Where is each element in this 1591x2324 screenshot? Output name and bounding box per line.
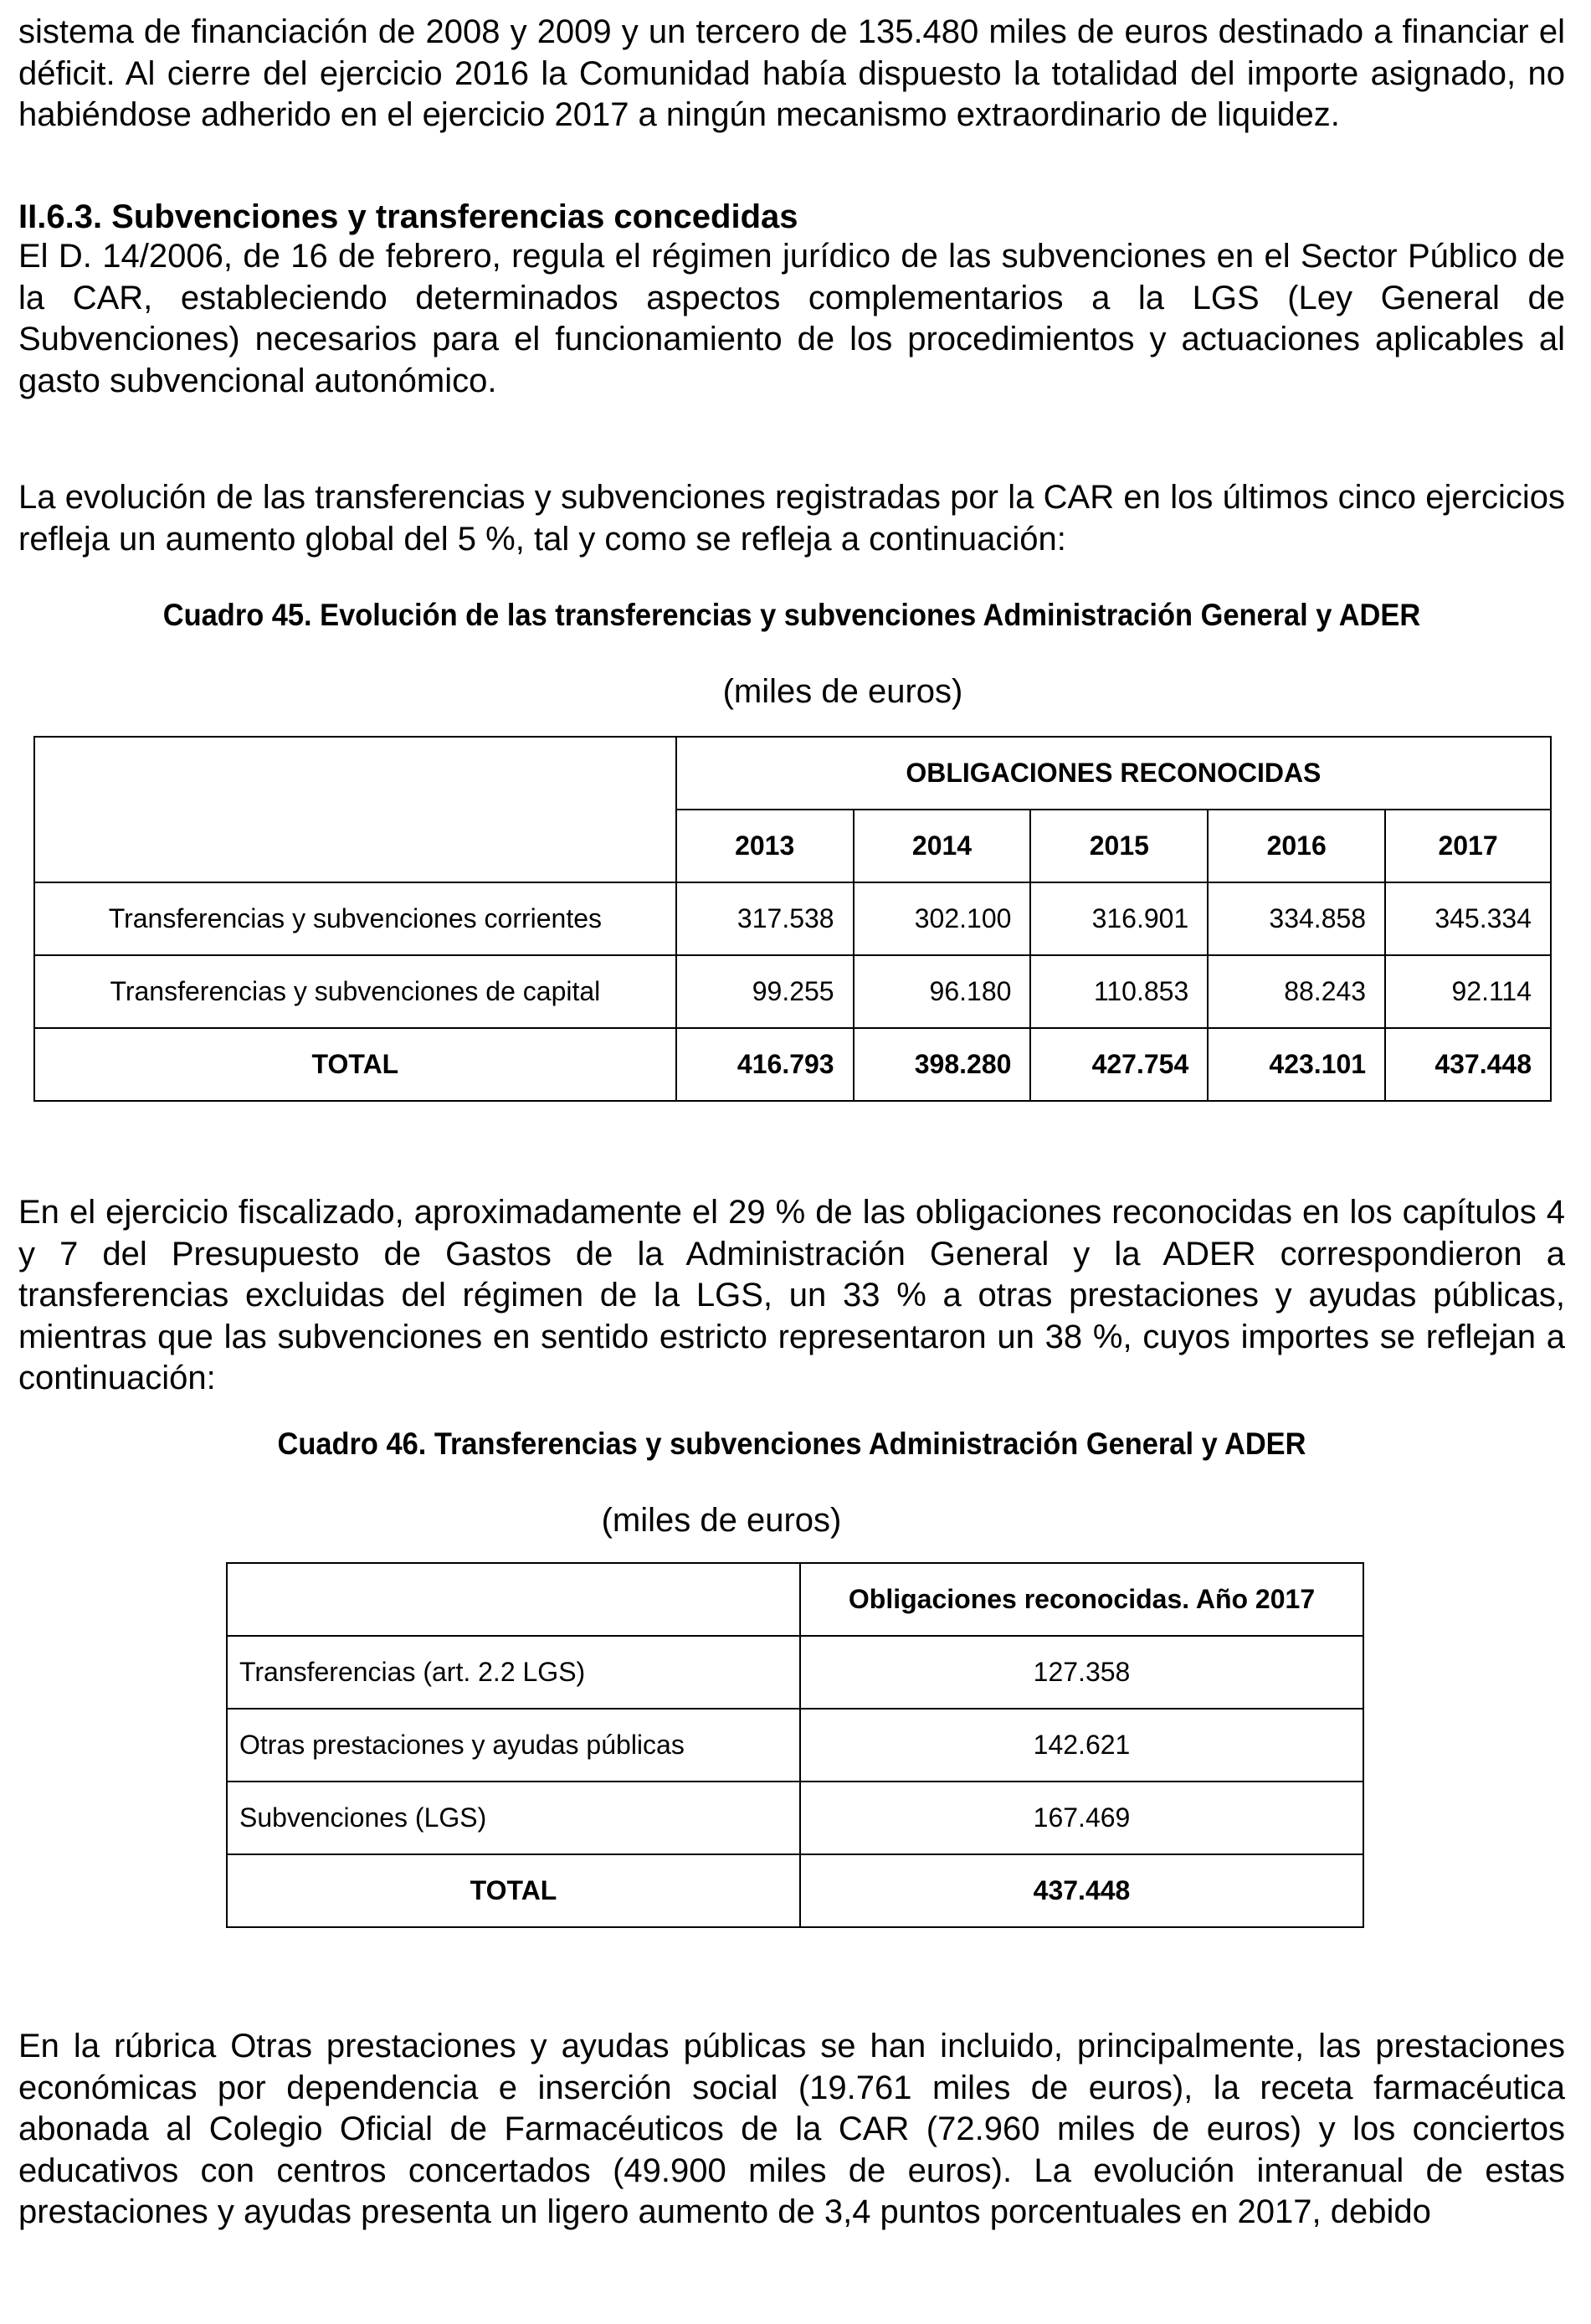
table46-header: Obligaciones reconocidas. Año 2017 xyxy=(800,1563,1363,1636)
table46-caption: Cuadro 46. Transferencias y subvenciones Administración General y ADER xyxy=(277,1427,1306,1461)
paragraph-percentages: En el ejercicio fiscalizado, aproximadamente el 29 % de las obligaciones reconocidas en los capítulos 4 y 7 del Presupuesto de Gastos de la Administración General y la ADER correspondieron a transferencias excluidas del régimen de la LGS, un 33 % a otras prestaciones y ayudas públicas, mientras que las subvenciones en sentido estricto representaron un 38 %, cuyos importes se reflejan a continuación: xyxy=(18,1194,1565,1396)
table-row-total xyxy=(34,1028,1551,1101)
cell-value: 427.754 xyxy=(1030,1028,1208,1101)
cell-value: 96.180 xyxy=(854,955,1031,1028)
cell-value: 88.243 xyxy=(1208,955,1385,1028)
cell-value: 316.901 xyxy=(1030,882,1208,955)
row-label: Otras prestaciones y ayudas públicas xyxy=(227,1709,800,1782)
table46 xyxy=(226,1562,1364,1928)
cell-value: 302.100 xyxy=(854,882,1031,955)
table-row-total xyxy=(227,1854,1363,1927)
table45-year: 2017 xyxy=(1385,810,1551,882)
cell-value: 334.858 xyxy=(1208,882,1385,955)
cell-value: 110.853 xyxy=(1030,955,1208,1028)
paragraph-other-benefits: En la rúbrica Otras prestaciones y ayudas públicas se han incluido, principalmente, las prestaciones económicas por dependencia e inserción social (19.761 miles de euros), la receta farmacéutica abonada al Colegio Oficial de Farmacéuticos de la CAR (72.960 miles de euros) y los conciertos educativos con centros concertados (49.900 miles de euros). La evolución interanual de estas prestaciones y ayudas presenta un ligero aumento de 3,4 puntos porcentuales en 2017, debido xyxy=(18,2028,1565,2230)
row-label: Transferencias y subvenciones corrientes xyxy=(34,882,676,955)
paragraph-evolution: La evolución de las transferencias y subvenciones registradas por la CAR en los últimos cinco ejercicios refleja un aumento global del 5 %, tal y como se refleja a continuación: xyxy=(18,479,1565,558)
cell-value: 423.101 xyxy=(1208,1028,1385,1101)
paragraph-decree: El D. 14/2006, de 16 de febrero, regula el régimen jurídico de las subvenciones en el Sector Público de la CAR, estableciendo determinados aspectos complementarios a la LGS (Ley General de Subvenciones) necesarios para el funcionamiento de los procedimientos y actuaciones aplicables al gasto subvencional autonómico. xyxy=(18,238,1565,399)
table45-group-header: OBLIGACIONES RECONOCIDAS xyxy=(676,737,1551,810)
cell-value: 142.621 xyxy=(800,1709,1363,1782)
table45-unit: (miles de euros) xyxy=(722,673,963,710)
table45-empty-corner xyxy=(34,737,676,882)
cell-value: 92.114 xyxy=(1385,955,1551,1028)
table45-year: 2016 xyxy=(1208,810,1385,882)
cell-value: 437.448 xyxy=(1385,1028,1551,1101)
cell-value: 398.280 xyxy=(854,1028,1031,1101)
table-row xyxy=(34,955,1551,1028)
cell-value: 345.334 xyxy=(1385,882,1551,955)
table46-unit: (miles de euros) xyxy=(601,1502,842,1539)
table45-year: 2015 xyxy=(1030,810,1208,882)
table-row xyxy=(34,882,1551,955)
cell-value: 167.469 xyxy=(800,1782,1363,1854)
table-row xyxy=(227,1782,1363,1854)
cell-value: 317.538 xyxy=(676,882,854,955)
cell-value: 127.358 xyxy=(800,1636,1363,1709)
section-heading: II.6.3. Subvenciones y transferencias concedidas xyxy=(18,198,798,235)
cell-value: 437.448 xyxy=(800,1854,1363,1927)
paragraph-intro: sistema de financiación de 2008 y 2009 y un tercero de 135.480 miles de euros destinado a financiar el déficit. Al cierre del ejercicio 2016 la Comunidad había dispuesto la totalidad del importe asignado, no habiéndose adherido en el ejercicio 2017 a ningún mecanismo extraordinario de liquidez. xyxy=(18,13,1565,133)
row-label: TOTAL xyxy=(227,1854,800,1927)
table-row xyxy=(227,1636,1363,1709)
table45-caption: Cuadro 45. Evolución de las transferencias y subvenciones Administración General y ADER xyxy=(162,598,1421,632)
table45 xyxy=(33,736,1552,1102)
table45-header-row xyxy=(34,737,1551,810)
row-label: Subvenciones (LGS) xyxy=(227,1782,800,1854)
cell-value: 416.793 xyxy=(676,1028,854,1101)
table-row xyxy=(227,1709,1363,1782)
table46-empty-corner xyxy=(227,1563,800,1636)
table45-year: 2013 xyxy=(676,810,854,882)
table46-header-row xyxy=(227,1563,1363,1636)
row-label: TOTAL xyxy=(34,1028,676,1101)
row-label: Transferencias y subvenciones de capital xyxy=(34,955,676,1028)
cell-value: 99.255 xyxy=(676,955,854,1028)
row-label: Transferencias (art. 2.2 LGS) xyxy=(227,1636,800,1709)
table45-year: 2014 xyxy=(854,810,1031,882)
